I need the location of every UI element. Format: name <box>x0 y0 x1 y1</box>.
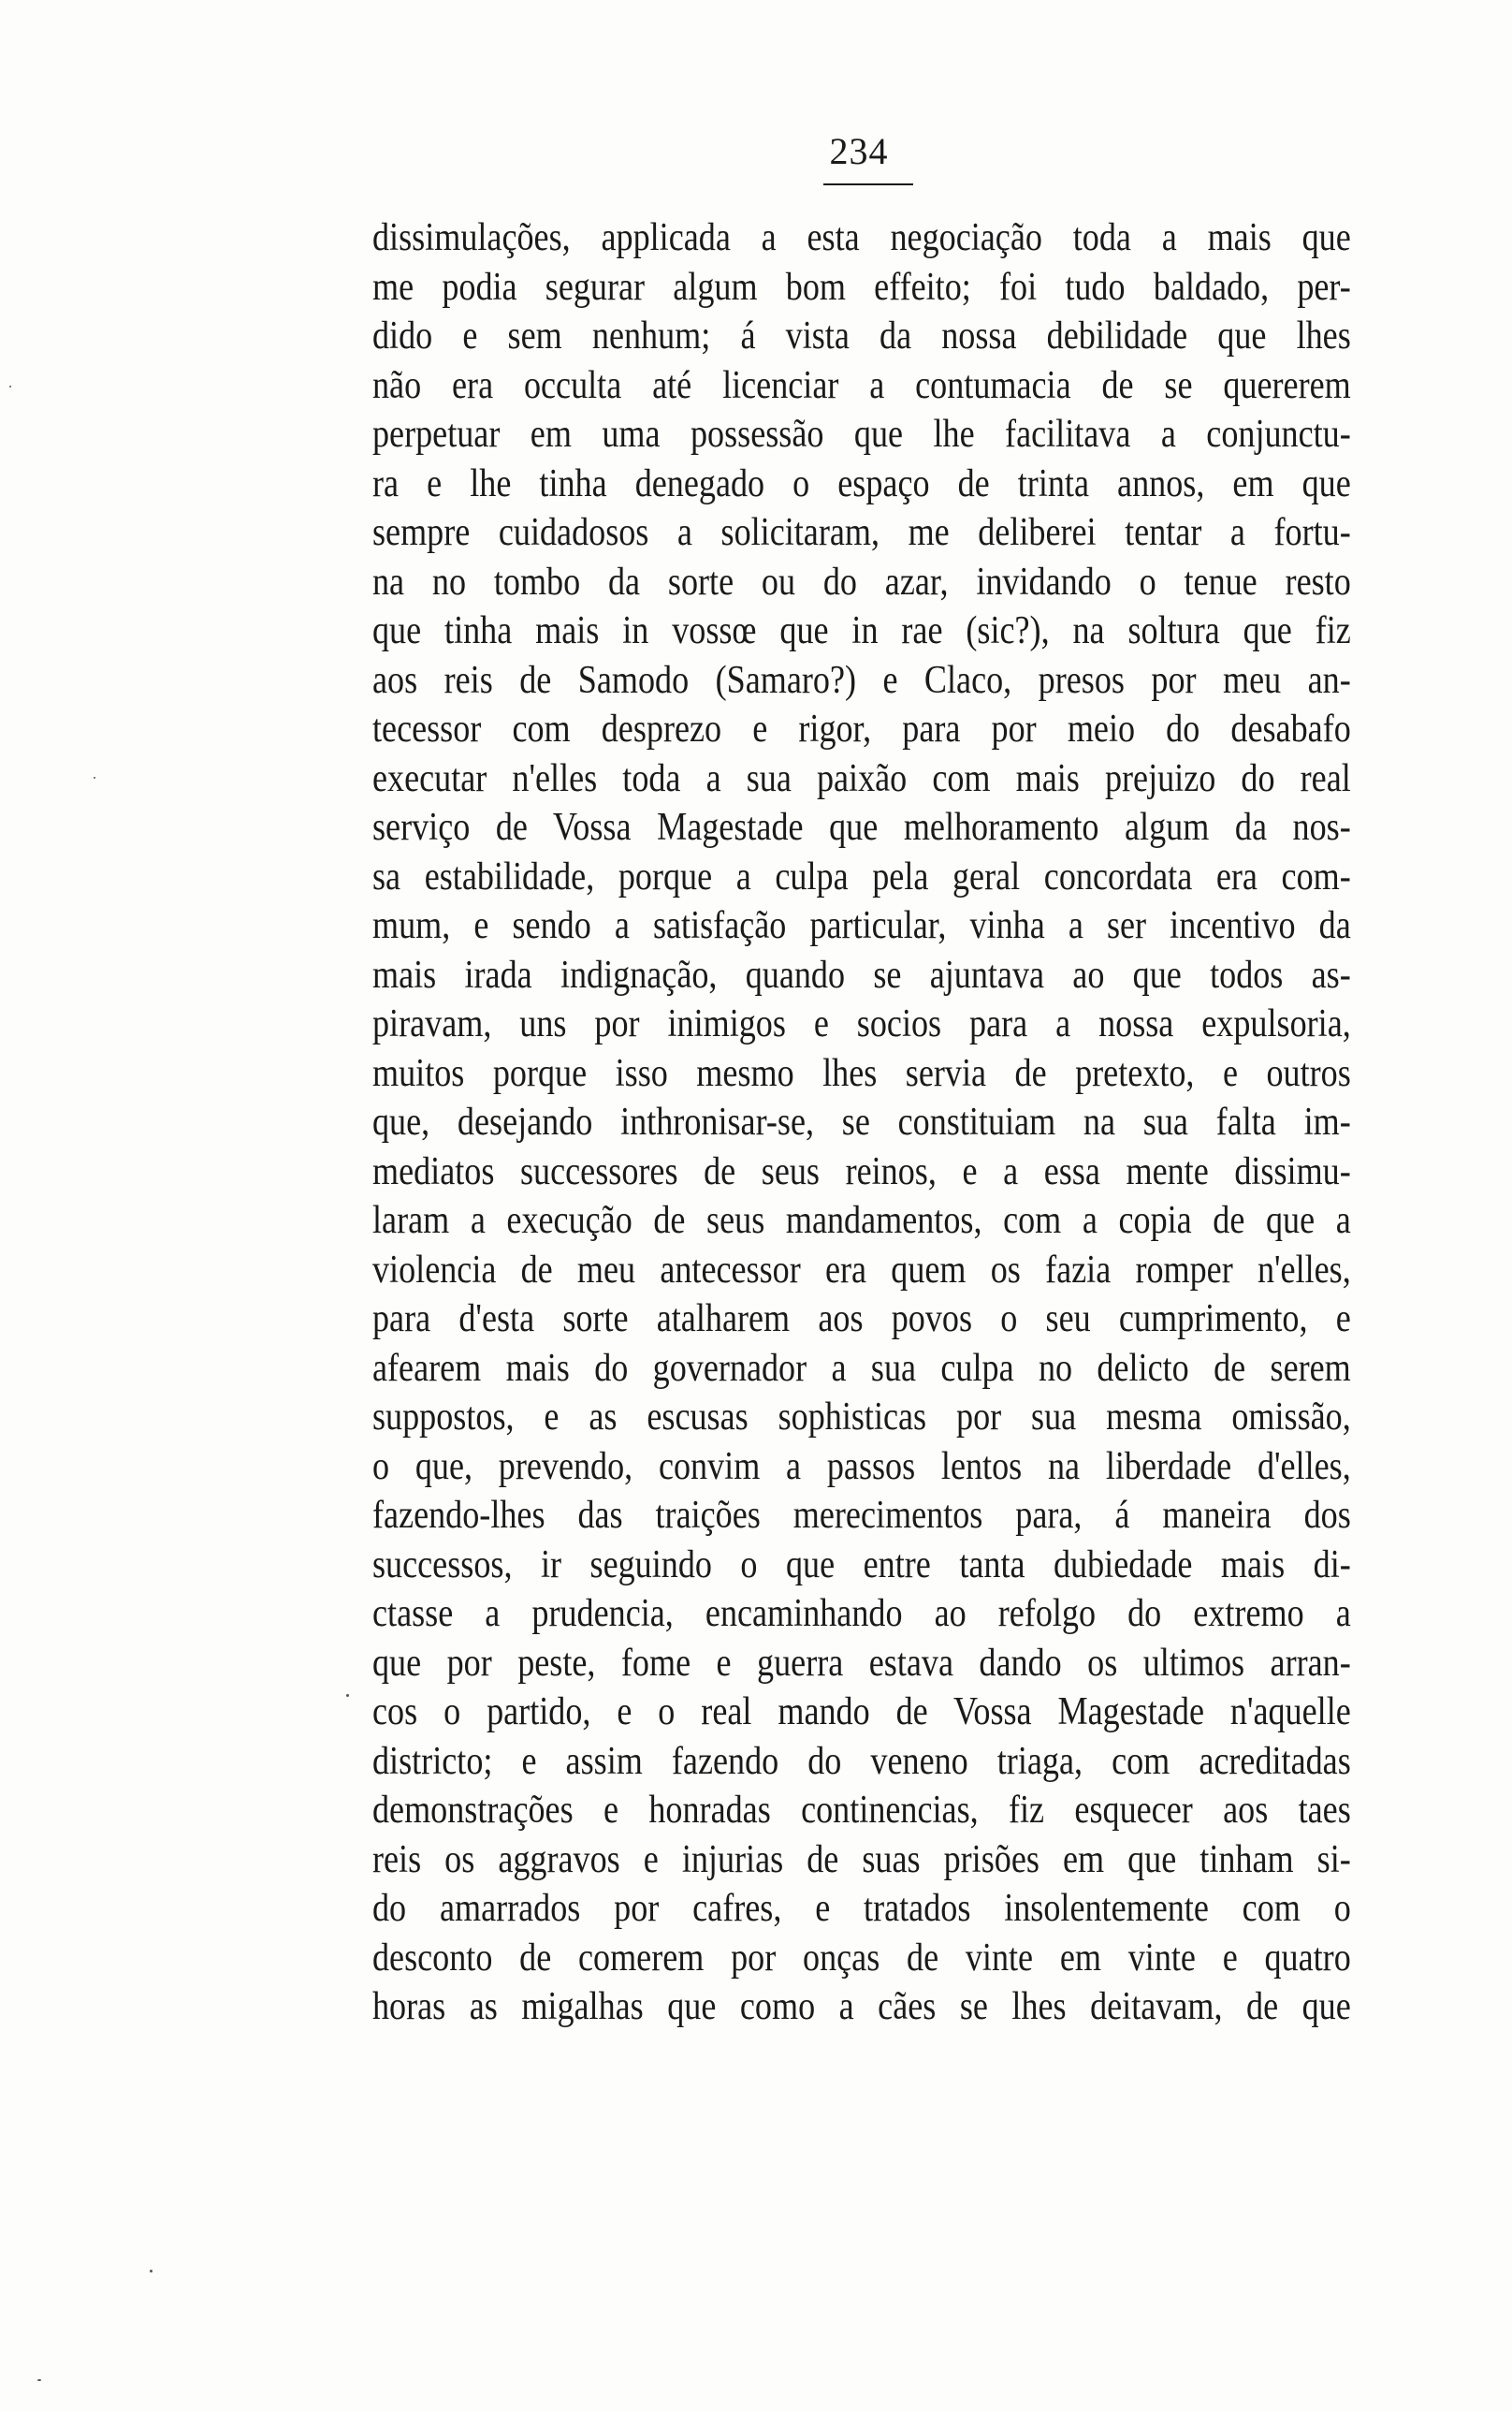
text-line: successos, ir seguindo o que entre tanta dubiedade mais di- <box>372 1542 1351 1586</box>
text-line: fazendo-lhes das traições merecimentos para, á maneira dos <box>372 1494 1351 1537</box>
text-line: que, desejando inthronisar-se, se constituiam na sua falta im- <box>372 1101 1351 1144</box>
text-line: na no tombo da sorte ou do azar, invidando o tenue resto <box>372 560 1351 604</box>
text-line: afearem mais do governador a sua culpa no delicto de serem <box>372 1346 1351 1390</box>
text-line: dissimulações, applicada a esta negociação toda a mais que <box>372 216 1351 259</box>
paper-speck <box>37 2379 41 2381</box>
text-line: mais irada indignação, quando se ajuntava ao que todos as- <box>372 953 1351 997</box>
text-line: ra e lhe tinha denegado o espaço de trinta annos, em que <box>372 461 1351 505</box>
text-line: me podia segurar algum bom effeito; foi tudo baldado, per- <box>372 265 1351 309</box>
text-line: mum, e sendo a satisfação particular, vinha a ser incentivo da <box>372 904 1351 947</box>
text-line: reis os aggravos e injurias de suas prisões em que tinham si- <box>372 1837 1351 1881</box>
paper-speck <box>9 386 11 387</box>
text-line: cos o partido, e o real mando de Vossa Magestade n'aquelle <box>372 1690 1351 1733</box>
text-line: tecessor com desprezo e rigor, para por meio do desabafo <box>372 708 1351 751</box>
text-line: perpetuar em uma possessão que lhe facilitava a conjunctu- <box>372 413 1351 456</box>
text-line: piravam, uns por inimigos e socios para a nossa expulsoria, <box>372 1002 1351 1045</box>
text-line: suppostos, e as escusas sophisticas por sua mesma omissão, <box>372 1395 1351 1439</box>
text-line: aos reis de Samodo (Samaro?) e Claco, presos por meu an- <box>372 658 1351 702</box>
text-line: não era occulta até licenciar a contumacia de se quererem <box>372 363 1351 407</box>
text-line: districto; e assim fazendo do veneno triaga, com acreditadas <box>372 1739 1351 1783</box>
body-text <box>372 213 1351 2032</box>
text-line: sempre cuidadosos a solicitaram, me deliberei tentar a fortu- <box>372 511 1351 554</box>
text-line: ctasse a prudencia, encaminhando ao refolgo do extremo a <box>372 1592 1351 1635</box>
text-line: demonstrações e honradas continencias, fiz esquecer aos taes <box>372 1789 1351 1832</box>
text-line: violencia de meu antecessor era quem os fazia romper n'elles, <box>372 1248 1351 1292</box>
text-line: laram a execução de seus mandamentos, com a copia de que a <box>372 1199 1351 1242</box>
text-line: sa estabilidade, porque a culpa pela geral concordata era com- <box>372 855 1351 899</box>
paper-speck <box>346 1694 349 1697</box>
text-line: executar n'elles toda a sua paixão com mais prejuizo do real <box>372 756 1351 800</box>
text-line: para d'esta sorte atalharem aos povos o seu cumprimento, e <box>372 1297 1351 1340</box>
text-line: que tinha mais in vossœ que in rae (sic?), na soltura que fiz <box>372 609 1351 652</box>
paper-speck <box>150 2270 153 2272</box>
text-line: dido e sem nenhum; á vista da nossa debilidade que lhes <box>372 314 1351 358</box>
text-line: do amarrados por cafres, e tratados insolentemente com o <box>372 1887 1351 1930</box>
page-number: 234 <box>829 130 889 172</box>
text-line: desconto de comerem por onças de vinte em vinte e quatro <box>372 1936 1351 1980</box>
text-line: o que, prevendo, convim a passos lentos na liberdade d'elles, <box>372 1444 1351 1488</box>
text-line: que por peste, fome e guerra estava dando os ultimos arran- <box>372 1641 1351 1685</box>
text-line: serviço de Vossa Magestade que melhoramento algum da nos- <box>372 806 1351 849</box>
text-line: muitos porque isso mesmo lhes servia de pretexto, e outros <box>372 1051 1351 1095</box>
text-line: horas as migalhas que como a cães se lhes deitavam, de que <box>372 1985 1351 2028</box>
page-number-rule <box>823 183 913 185</box>
text-line: mediatos successores de seus reinos, e a essa mente dissimu- <box>372 1149 1351 1193</box>
paper-speck <box>94 777 95 779</box>
